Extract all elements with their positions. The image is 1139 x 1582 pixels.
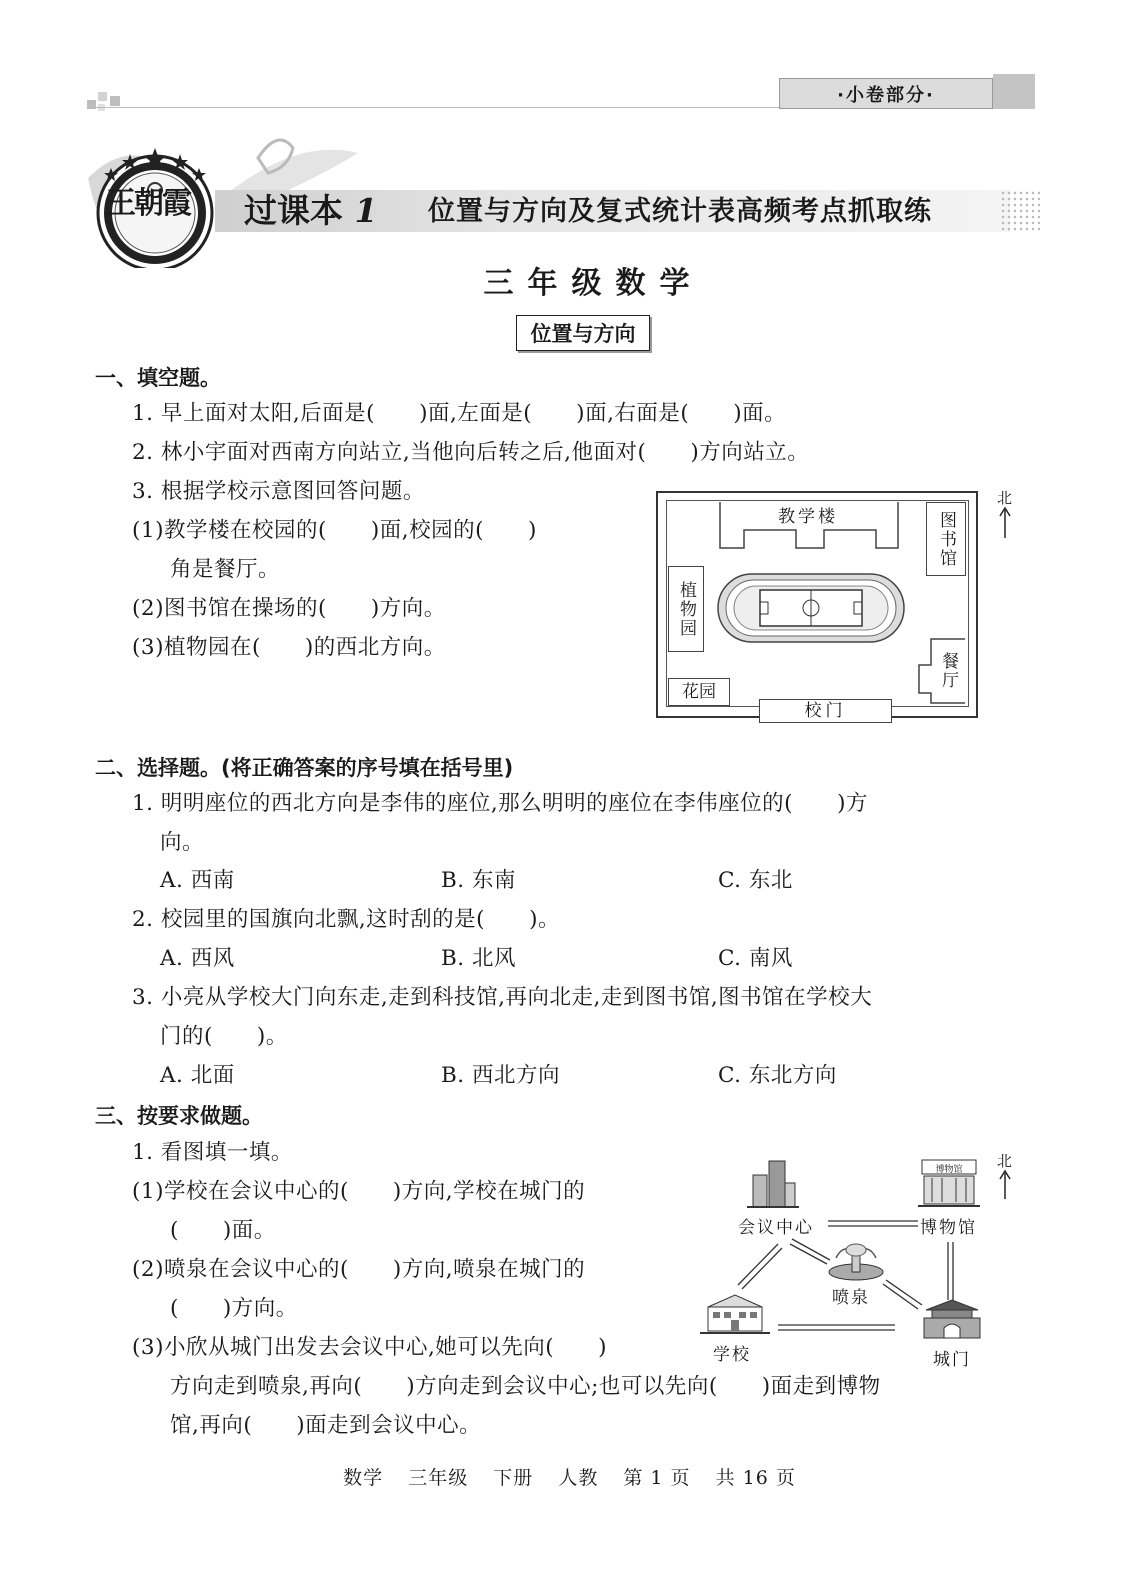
footer-page-total: 共 16 页 xyxy=(715,1467,796,1489)
option-b[interactable]: B. 西北方向 xyxy=(441,1063,560,1088)
school-icon xyxy=(700,1293,770,1337)
option-c[interactable]: C. 南风 xyxy=(718,946,793,971)
botanical-garden-label: 植物园 xyxy=(668,566,704,652)
school-gate-label: 校门 xyxy=(759,699,892,723)
footer-volume: 下册 xyxy=(493,1467,534,1489)
city-gate-label: 城门 xyxy=(933,1350,971,1370)
part2-q3: 3. 小亮从学校大门向东走,走到科技馆,再向北走,走到图书馆,图书馆在学校大 xyxy=(132,985,873,1010)
book-label-text: 过课本 xyxy=(244,191,343,230)
part1-q3-1-cont: 角是餐厅。 xyxy=(170,557,281,582)
part1-q3: 3. 根据学校示意图回答问题。 xyxy=(132,479,425,504)
city-gate-icon xyxy=(920,1298,984,1342)
option-a[interactable]: A. 西风 xyxy=(160,946,235,971)
logo-text: 王朝霞 xyxy=(106,186,190,221)
option-a[interactable]: A. 北面 xyxy=(160,1063,235,1088)
section-tag-tail xyxy=(993,74,1035,109)
conference-center-icon xyxy=(747,1155,799,1211)
grade-title: 三年级数学 xyxy=(483,266,704,301)
part2-heading: 二、选择题。(将正确答案的序号填在括号里) xyxy=(95,756,514,780)
school-map-north-label: 北 xyxy=(997,489,1013,507)
unit-label: 位置与方向 xyxy=(516,315,650,351)
section-tag: ·小卷部分· xyxy=(779,78,993,109)
sports-field xyxy=(716,572,906,644)
footer-grade: 三年级 xyxy=(408,1467,469,1489)
north-arrow-icon xyxy=(998,1169,1012,1201)
part2-q3-cont: 门的( )。 xyxy=(160,1024,288,1049)
option-b[interactable]: B. 北风 xyxy=(441,946,516,971)
teaching-building-label: 教学楼 xyxy=(778,507,838,527)
decor-square xyxy=(110,96,120,106)
part1-q2: 2. 林小宇面对西南方向站立,当他向后转之后,他面对( )方向站立。 xyxy=(132,440,810,465)
school-label: 学校 xyxy=(713,1345,751,1365)
title-band-dots xyxy=(1000,190,1040,232)
option-b[interactable]: B. 东南 xyxy=(441,868,516,893)
part1-heading: 一、填空题。 xyxy=(95,366,221,390)
part3-q1-3-cont2: 馆,再向( )面走到会议中心。 xyxy=(170,1413,482,1438)
part1-q3-1: (1)教学楼在校园的( )面,校园的( ) xyxy=(132,518,537,543)
flower-garden-label: 花园 xyxy=(668,678,730,706)
part3-q1-1: (1)学校在会议中心的( )方向,学校在城门的 xyxy=(132,1179,586,1204)
museum-label: 博物馆 xyxy=(920,1218,977,1238)
decor-square xyxy=(98,92,107,101)
part3-q1-3-cont: 方向走到喷泉,再向( )方向走到会议中心;也可以先向( )面走到博物 xyxy=(170,1374,881,1399)
fountain-icon xyxy=(826,1240,886,1282)
book-number: 1 xyxy=(354,191,378,230)
part2-q1: 1. 明明座位的西北方向是李伟的座位,那么明明的座位在李伟座位的( )方 xyxy=(132,791,868,816)
part1-q3-3: (3)植物园在( )的西北方向。 xyxy=(132,635,446,660)
option-c[interactable]: C. 东北方向 xyxy=(718,1063,837,1088)
option-a[interactable]: A. 西南 xyxy=(160,868,235,893)
part3-q1-1-cont: ( )面。 xyxy=(170,1218,276,1243)
page-footer xyxy=(0,1463,1139,1490)
part3-heading: 三、按要求做题。 xyxy=(95,1104,263,1128)
canteen-label: 餐厅 xyxy=(938,652,958,690)
city-map-north-label: 北 xyxy=(997,1152,1013,1170)
part1-q3-2: (2)图书馆在操场的( )方向。 xyxy=(132,596,446,621)
part2-q1-cont: 向。 xyxy=(160,830,205,855)
library-label: 图书馆 xyxy=(926,502,966,576)
museum-sign: 博物馆 xyxy=(935,1165,963,1175)
north-arrow-icon xyxy=(998,506,1012,540)
book-label xyxy=(244,190,377,232)
part3-q1-2: (2)喷泉在会议中心的( )方向,喷泉在城门的 xyxy=(132,1257,586,1282)
part1-q1: 1. 早上面对太阳,后面是( )面,左面是( )面,右面是( )面。 xyxy=(132,401,787,426)
part3-q1: 1. 看图填一填。 xyxy=(132,1140,293,1165)
footer-subject: 数学 xyxy=(343,1467,384,1489)
fountain-label: 喷泉 xyxy=(832,1288,870,1308)
footer-page-number: 第 1 页 xyxy=(623,1467,691,1489)
part3-q1-2-cont: ( )方向。 xyxy=(170,1296,298,1321)
footer-publisher: 人教 xyxy=(558,1467,599,1489)
part3-q1-3: (3)小欣从城门出发去会议中心,她可以先向( ) xyxy=(132,1335,608,1360)
part2-q2: 2. 校园里的国旗向北飘,这时刮的是( )。 xyxy=(132,907,560,932)
option-c[interactable]: C. 东北 xyxy=(718,868,793,893)
page-title: 位置与方向及复式统计表高频考点抓取练 xyxy=(428,196,932,227)
conference-center-label: 会议中心 xyxy=(738,1218,814,1238)
